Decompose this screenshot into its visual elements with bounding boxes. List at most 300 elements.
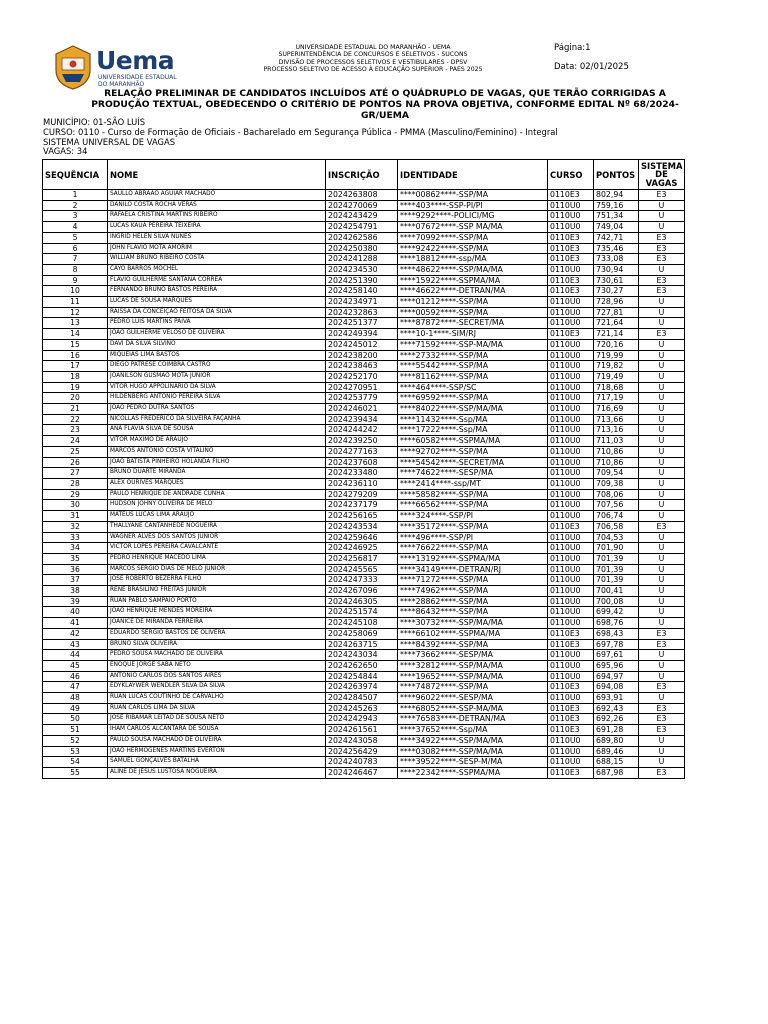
cell-nome: MARCOS ANTONIO COSTA VITALINO <box>108 446 326 457</box>
cell-curso: 0110E3 <box>548 714 594 725</box>
cell-sistema: U <box>639 650 685 661</box>
cell-nome: LUCAS KAUÃ PEREIRA TEIXEIRA <box>108 222 326 233</box>
cell-pontos: 730,61 <box>594 275 639 286</box>
cell-sequencia: 30 <box>43 500 108 511</box>
cell-sequencia: 23 <box>43 425 108 436</box>
cell-curso: 0110U0 <box>548 211 594 222</box>
cell-pontos: 709,38 <box>594 478 639 489</box>
cell-curso: 0110E3 <box>548 767 594 778</box>
cell-inscricao: 2024270069 <box>326 200 398 211</box>
table-row <box>43 297 685 308</box>
cell-curso: 0110U0 <box>548 307 594 318</box>
cell-inscricao: 2024237179 <box>326 500 398 511</box>
cell-inscricao: 2024234530 <box>326 264 398 275</box>
cell-pontos: 727,81 <box>594 307 639 318</box>
cell-pontos: 802,94 <box>594 190 639 201</box>
table-row <box>43 232 685 243</box>
cell-curso: 0110U0 <box>548 575 594 586</box>
uema-wordmark: Uema <box>96 46 175 75</box>
cell-pontos: 699,42 <box>594 607 639 618</box>
cell-curso: 0110U0 <box>548 618 594 629</box>
cell-nome: PAULO SOUSA MACHADO DE OLIVEIRA <box>108 735 326 746</box>
table-row <box>43 564 685 575</box>
cell-identidade: ****00862****-SSP/MA <box>398 190 548 201</box>
cell-identidade: ****17222****-Ssp/MA <box>398 425 548 436</box>
cell-nome: JOSE RIBAMAR LEITAO DE SOUSA NETO <box>108 714 326 725</box>
cell-inscricao: 2024245012 <box>326 339 398 350</box>
cell-sistema: U <box>639 564 685 575</box>
table-row <box>43 586 685 597</box>
cell-sequencia: 2 <box>43 200 108 211</box>
cell-nome: RAFAELA CRISTINA MARTINS RIBEIRO <box>108 211 326 222</box>
cell-nome: THALLYANE CANTANHEDE NOGUEIRA <box>108 521 326 532</box>
sistema: SISTEMA UNIVERSAL DE VAGAS <box>43 136 176 147</box>
cell-inscricao: 2024245565 <box>326 564 398 575</box>
cell-sequencia: 11 <box>43 297 108 308</box>
cell-pontos: 707,56 <box>594 500 639 511</box>
cell-identidade: ****13192****-SSPMA/MA <box>398 553 548 564</box>
cell-pontos: 735,46 <box>594 243 639 254</box>
table-row <box>43 478 685 489</box>
cell-identidade: ****15922****-SSPMA/MA <box>398 275 548 286</box>
cell-sistema: E3 <box>639 190 685 201</box>
cell-curso: 0110U0 <box>548 425 594 436</box>
cell-inscricao: 2024261561 <box>326 725 398 736</box>
cell-inscricao: 2024277163 <box>326 446 398 457</box>
cell-sequencia: 4 <box>43 222 108 233</box>
cell-pontos: 721,64 <box>594 318 639 329</box>
cell-sistema: U <box>639 500 685 511</box>
cell-sistema: U <box>639 671 685 682</box>
table-row <box>43 190 685 201</box>
cell-identidade: ****58582****-SSP/MA <box>398 489 548 500</box>
cell-curso: 0110U0 <box>548 382 594 393</box>
cell-pontos: 701,39 <box>594 575 639 586</box>
cell-pontos: 710,86 <box>594 446 639 457</box>
cell-pontos: 704,53 <box>594 532 639 543</box>
cell-inscricao: 2024258069 <box>326 628 398 639</box>
cell-identidade: ****69592****-SSP/MA <box>398 393 548 404</box>
cell-inscricao: 2024256429 <box>326 746 398 757</box>
cell-sistema: U <box>639 382 685 393</box>
cell-curso: 0110U0 <box>548 671 594 682</box>
course-info <box>43 118 558 157</box>
cell-sequencia: 44 <box>43 650 108 661</box>
cell-sequencia: 53 <box>43 746 108 757</box>
cell-inscricao: 2024254844 <box>326 671 398 682</box>
cell-sequencia: 7 <box>43 254 108 265</box>
cell-nome: ANTONIO CARLOS DOS SANTOS AIRES <box>108 671 326 682</box>
cell-sequencia: 42 <box>43 628 108 639</box>
cell-pontos: 695,96 <box>594 660 639 671</box>
cell-inscricao: 2024258140 <box>326 286 398 297</box>
cell-sequencia: 1 <box>43 190 108 201</box>
cell-sistema: U <box>639 478 685 489</box>
cell-nome: DAVI DA SILVA SILVINO <box>108 339 326 350</box>
cell-sistema: U <box>639 446 685 457</box>
cell-pontos: 719,49 <box>594 371 639 382</box>
cell-inscricao: 2024246467 <box>326 767 398 778</box>
table-row <box>43 222 685 233</box>
col-sequencia: SEQUÊNCIA <box>43 160 108 190</box>
cell-inscricao: 2024251377 <box>326 318 398 329</box>
cell-nome: ALINE DE JESUS LUSTOSA NOGUEIRA <box>108 767 326 778</box>
cell-identidade: ****46622****-DETRAN/MA <box>398 286 548 297</box>
cell-curso: 0110U0 <box>548 489 594 500</box>
cell-sistema: U <box>639 586 685 597</box>
cell-nome: JOANILSON GUSMÃO MOTA JÚNIOR <box>108 371 326 382</box>
cell-identidade: ****86432****-SSP/MA <box>398 607 548 618</box>
cell-pontos: 693,91 <box>594 693 639 704</box>
table-row <box>43 286 685 297</box>
cell-identidade: ****32812****-SSP/MA/MA <box>398 660 548 671</box>
cell-pontos: 700,08 <box>594 596 639 607</box>
cell-sistema: E3 <box>639 639 685 650</box>
cell-sistema: E3 <box>639 682 685 693</box>
cell-sequencia: 5 <box>43 232 108 243</box>
cell-nome: WAGNER ALVES DOS SANTOS JÚNIOR <box>108 532 326 543</box>
cell-curso: 0110E3 <box>548 725 594 736</box>
cell-curso: 0110U0 <box>548 200 594 211</box>
col-identidade: IDENTIDADE <box>398 160 548 190</box>
cell-sistema: U <box>639 307 685 318</box>
cell-curso: 0110U0 <box>548 468 594 479</box>
table-row <box>43 404 685 415</box>
cell-pontos: 694,97 <box>594 671 639 682</box>
cell-nome: JOÃO HERMÓGENES MARTINS EVERTON <box>108 746 326 757</box>
cell-sistema: U <box>639 511 685 522</box>
cell-identidade: ****66562****-SSP/MA <box>398 500 548 511</box>
cell-sequencia: 43 <box>43 639 108 650</box>
table-row <box>43 371 685 382</box>
cell-identidade: ****92702****-SSP/MA <box>398 446 548 457</box>
cell-sistema: U <box>639 660 685 671</box>
cell-curso: 0110U0 <box>548 361 594 372</box>
cell-identidade: ****74872****-SSP/MA <box>398 682 548 693</box>
cell-inscricao: 2024247333 <box>326 575 398 586</box>
cell-sistema: U <box>639 618 685 629</box>
cell-inscricao: 2024237608 <box>326 457 398 468</box>
cell-inscricao: 2024241288 <box>326 254 398 265</box>
cell-curso: 0110E3 <box>548 232 594 243</box>
cell-pontos: 698,76 <box>594 618 639 629</box>
cell-identidade: ****76583****-DETRAN/MA <box>398 714 548 725</box>
cell-nome: JOANICE DE MIRANDA FERREIRA <box>108 618 326 629</box>
cell-identidade: ****01212****-SSP/MA <box>398 297 548 308</box>
cell-inscricao: 2024253779 <box>326 393 398 404</box>
cell-curso: 0110E3 <box>548 254 594 265</box>
cell-nome: DIEGO PATRESE COIMBRA CASTRO <box>108 361 326 372</box>
cell-nome: VITOR HUGO APPOLINÁRIO DA SILVA <box>108 382 326 393</box>
cell-curso: 0110E3 <box>548 639 594 650</box>
cell-curso: 0110U0 <box>548 318 594 329</box>
cell-sequencia: 29 <box>43 489 108 500</box>
table-row <box>43 361 685 372</box>
cell-sistema: U <box>639 757 685 768</box>
cell-identidade: ****71272****-SSP/MA <box>398 575 548 586</box>
cell-curso: 0110E3 <box>548 243 594 254</box>
cell-sistema: E3 <box>639 243 685 254</box>
cell-sequencia: 49 <box>43 703 108 714</box>
cell-sequencia: 36 <box>43 564 108 575</box>
cell-identidade: ****28862****-SSP/MA <box>398 596 548 607</box>
cell-nome: JOSÉ ROBERTO BEZERRA FILHO <box>108 575 326 586</box>
cell-pontos: 701,39 <box>594 553 639 564</box>
cell-pontos: 697,78 <box>594 639 639 650</box>
cell-pontos: 691,28 <box>594 725 639 736</box>
cell-nome: ALEX OURIVES MARQUES <box>108 478 326 489</box>
cell-curso: 0110U0 <box>548 532 594 543</box>
cell-nome: PEDRO SOUSA MACHADO DE OLIVEIRA <box>108 650 326 661</box>
table-row <box>43 489 685 500</box>
cell-sistema: U <box>639 489 685 500</box>
table-row <box>43 735 685 746</box>
cell-pontos: 759,16 <box>594 200 639 211</box>
cell-inscricao: 2024238463 <box>326 361 398 372</box>
cell-identidade: ****324****-SSP/PI <box>398 511 548 522</box>
cell-identidade: ****34149****-DETRAN/RJ <box>398 564 548 575</box>
table-row <box>43 693 685 704</box>
cell-sistema: U <box>639 607 685 618</box>
cell-inscricao: 2024263808 <box>326 190 398 201</box>
cell-pontos: 713,16 <box>594 425 639 436</box>
cell-curso: 0110U0 <box>548 543 594 554</box>
table-header-row <box>43 160 685 190</box>
table-row <box>43 414 685 425</box>
cell-nome: BRUNO SILVA OLIVEIRA <box>108 639 326 650</box>
table-row <box>43 553 685 564</box>
cell-curso: 0110U0 <box>548 478 594 489</box>
cell-identidade: ****70992****-SSP/MA <box>398 232 548 243</box>
cell-identidade: ****55442****-SSP/MA <box>398 361 548 372</box>
cell-nome: RUAN PABLO SAMPAIO PORTO <box>108 596 326 607</box>
cell-curso: 0110U0 <box>548 553 594 564</box>
cell-inscricao: 2024234971 <box>326 297 398 308</box>
cell-identidade: ****30732****-SSP/MA/MA <box>398 618 548 629</box>
cell-inscricao: 2024243058 <box>326 735 398 746</box>
cell-inscricao: 2024238200 <box>326 350 398 361</box>
cell-nome: LUCAS DE SOUSA MARQUES <box>108 297 326 308</box>
cell-curso: 0110E3 <box>548 286 594 297</box>
cell-nome: EDYKLAYWER WENDLER SILVA DA SILVA <box>108 682 326 693</box>
cell-sequencia: 27 <box>43 468 108 479</box>
uema-crest-icon <box>52 44 94 90</box>
cell-sistema: U <box>639 361 685 372</box>
cell-pontos: 730,94 <box>594 264 639 275</box>
cell-identidade: ****66102****-SSPMA/MA <box>398 628 548 639</box>
cell-curso: 0110U0 <box>548 586 594 597</box>
cell-sistema: U <box>639 404 685 415</box>
cell-identidade: ****496****-SSP/PI <box>398 532 548 543</box>
cell-pontos: 733,08 <box>594 254 639 265</box>
table-row <box>43 200 685 211</box>
cell-nome: RUAN CARLOS LIMA DA SILVA <box>108 703 326 714</box>
cell-nome: BRUNO DUARTE MIRANDA <box>108 468 326 479</box>
cell-inscricao: 2024232863 <box>326 307 398 318</box>
cell-nome: PEDRO LUIS MARTINS PAIVA <box>108 318 326 329</box>
col-pontos: PONTOS <box>594 160 639 190</box>
cell-nome: INGRID HELEN SILVA NUNES <box>108 232 326 243</box>
cell-sequencia: 8 <box>43 264 108 275</box>
cell-inscricao: 2024259646 <box>326 532 398 543</box>
institution-header: UNIVERSIDADE ESTADUAL DO MARANHÃO - UEMA SUPERINTENDÊNCIA DE CONCURSOS E SELETIVOS - SUCONS DIVISÃO DE PROCESSOS SELETIVOS E VESTIBULARES - DPSV PROCESSO SELETIVO DE ACESSO À EDUCAÇÃO SUPERIOR - PAES 2025 <box>263 44 483 74</box>
table-row <box>43 714 685 725</box>
cell-identidade: ****2414****-ssp/MT <box>398 478 548 489</box>
cell-curso: 0110U0 <box>548 339 594 350</box>
cell-sequencia: 3 <box>43 211 108 222</box>
cell-pontos: 687,98 <box>594 767 639 778</box>
cell-curso: 0110E3 <box>548 275 594 286</box>
cell-inscricao: 2024251390 <box>326 275 398 286</box>
cell-curso: 0110U0 <box>548 735 594 746</box>
cell-identidade: ****11432****-Ssp/MA <box>398 414 548 425</box>
cell-nome: CAYO BARROS MOCHEL <box>108 264 326 275</box>
cell-pontos: 694,08 <box>594 682 639 693</box>
cell-sistema: U <box>639 436 685 447</box>
cell-inscricao: 2024240783 <box>326 757 398 768</box>
cell-curso: 0110U0 <box>548 446 594 457</box>
cell-sistema: U <box>639 553 685 564</box>
cell-pontos: 701,39 <box>594 564 639 575</box>
cell-pontos: 689,80 <box>594 735 639 746</box>
cell-nome: HUDSON JOHNY OLIVEIRA DE MELO <box>108 500 326 511</box>
cell-pontos: 718,68 <box>594 382 639 393</box>
cell-sequencia: 39 <box>43 596 108 607</box>
cell-nome: JOÃO HENRIQUE MENDES MOREIRA <box>108 607 326 618</box>
cell-curso: 0110U0 <box>548 371 594 382</box>
cell-pontos: 713,66 <box>594 414 639 425</box>
table-row <box>43 660 685 671</box>
cell-curso: 0110U0 <box>548 436 594 447</box>
cell-nome: PAULO HENRIQUE DE ANDRADE CUNHA <box>108 489 326 500</box>
cell-identidade: ****74962****-SSP/MA <box>398 586 548 597</box>
cell-identidade: ****92422****-SSP/MA <box>398 243 548 254</box>
cell-identidade: ****48622****-SSP/MA/MA <box>398 264 548 275</box>
cell-nome: JOÃO PEDRO DUTRA SANTOS <box>108 404 326 415</box>
table-row <box>43 650 685 661</box>
cell-pontos: 751,34 <box>594 211 639 222</box>
cell-inscricao: 2024262586 <box>326 232 398 243</box>
cell-identidade: ****96022****-SESP/MA <box>398 693 548 704</box>
cell-pontos: 708,06 <box>594 489 639 500</box>
table-row <box>43 682 685 693</box>
cell-sistema: U <box>639 457 685 468</box>
cell-pontos: 692,43 <box>594 703 639 714</box>
cell-curso: 0110U0 <box>548 564 594 575</box>
table-row <box>43 350 685 361</box>
cell-inscricao: 2024263974 <box>326 682 398 693</box>
cell-curso: 0110U0 <box>548 222 594 233</box>
cell-sistema: U <box>639 264 685 275</box>
cell-curso: 0110U0 <box>548 414 594 425</box>
cell-pontos: 710,86 <box>594 457 639 468</box>
table-row <box>43 436 685 447</box>
cell-identidade: ****27332****-SSP/MA <box>398 350 548 361</box>
cell-inscricao: 2024246021 <box>326 404 398 415</box>
cell-sequencia: 10 <box>43 286 108 297</box>
document-title: RELAÇÃO PRELIMINAR DE CANDIDATOS INCLUÍDOS ATÉ O QUÁDRUPLO DE VAGAS, QUE TERÃO CORRIGIDAS A PRODUÇÃO TEXTUAL, OBEDECENDO O CRITÉRIO DE PONTOS NA PROVA OBJETIVA, CONFORME EDITAL Nº 68/2024- GR/UEMA <box>91 88 679 121</box>
cell-sequencia: 19 <box>43 382 108 393</box>
cell-inscricao: 2024243034 <box>326 650 398 661</box>
cell-sequencia: 51 <box>43 725 108 736</box>
cell-curso: 0110E3 <box>548 682 594 693</box>
cell-curso: 0110U0 <box>548 650 594 661</box>
cell-curso: 0110U0 <box>548 500 594 511</box>
cell-sistema: U <box>639 735 685 746</box>
cell-inscricao: 2024263715 <box>326 639 398 650</box>
cell-sistema: E3 <box>639 628 685 639</box>
table-row <box>43 596 685 607</box>
cell-nome: RAISSA DA CONCEIÇÃO FEITOSA DA SILVA <box>108 307 326 318</box>
cell-pontos: 709,54 <box>594 468 639 479</box>
cell-sequencia: 37 <box>43 575 108 586</box>
col-sistema-vagas: SISTEMA DE VAGAS <box>639 160 685 190</box>
table-row <box>43 446 685 457</box>
cell-pontos: 698,43 <box>594 628 639 639</box>
cell-inscricao: 2024245263 <box>326 703 398 714</box>
cell-identidade: ****84022****-SSP/MA/MA <box>398 404 548 415</box>
cell-nome: SAULLO ABRAÃO AGUIAR MACHADO <box>108 190 326 201</box>
cell-sequencia: 31 <box>43 511 108 522</box>
uema-logo <box>52 44 192 92</box>
cell-nome: DANILO COSTA ROCHA VERAS <box>108 200 326 211</box>
cell-sequencia: 38 <box>43 586 108 597</box>
table-row <box>43 521 685 532</box>
cell-sequencia: 25 <box>43 446 108 457</box>
cell-nome: SAMUEL GONÇALVES BATALHA <box>108 757 326 768</box>
cell-identidade: ****68052****-SSP-MA/MA <box>398 703 548 714</box>
cell-sistema: U <box>639 297 685 308</box>
table-row <box>43 757 685 768</box>
cell-sequencia: 32 <box>43 521 108 532</box>
cell-nome: ENOQUE JORGE SABÁ NETO <box>108 660 326 671</box>
cell-inscricao: 2024262650 <box>326 660 398 671</box>
table-row <box>43 254 685 265</box>
cell-sistema: U <box>639 575 685 586</box>
cell-curso: 0110U0 <box>548 607 594 618</box>
cell-inscricao: 2024256165 <box>326 511 398 522</box>
cell-sequencia: 24 <box>43 436 108 447</box>
municipio: MUNICÍPIO: 01-SÃO LUÍS <box>43 117 146 127</box>
cell-inscricao: 2024250380 <box>326 243 398 254</box>
cell-sistema: U <box>639 222 685 233</box>
cell-sequencia: 34 <box>43 543 108 554</box>
cell-nome: ANA FLÁVIA SILVA DE SOUSA <box>108 425 326 436</box>
table-row <box>43 671 685 682</box>
cell-sequencia: 35 <box>43 553 108 564</box>
cell-identidade: ****22342****-SSPMA/MA <box>398 767 548 778</box>
cell-identidade: ****74622****-SESP/MA <box>398 468 548 479</box>
cell-pontos: 721,14 <box>594 329 639 340</box>
cell-sequencia: 40 <box>43 607 108 618</box>
cell-identidade: ****19652****-SSP/MA/MA <box>398 671 548 682</box>
cell-sequencia: 21 <box>43 404 108 415</box>
cell-pontos: 706,74 <box>594 511 639 522</box>
cell-nome: FLÁVIO GUILHERME SANTANA CORREA <box>108 275 326 286</box>
cell-sequencia: 20 <box>43 393 108 404</box>
cell-sequencia: 54 <box>43 757 108 768</box>
cell-curso: 0110U0 <box>548 660 594 671</box>
cell-curso: 0110U0 <box>548 746 594 757</box>
col-nome: NOME <box>108 160 326 190</box>
table-row <box>43 307 685 318</box>
cell-pontos: 706,58 <box>594 521 639 532</box>
cell-inscricao: 2024233480 <box>326 468 398 479</box>
curso: CURSO: 0110 - Curso de Formação de Oficiais - Bacharelado em Segurança Pública - PMMA (Masculino/Feminino) - Integral <box>43 126 558 137</box>
cell-nome: JOHN FLAVIO MOTA AMORIM <box>108 243 326 254</box>
cell-sequencia: 12 <box>43 307 108 318</box>
cell-sistema: U <box>639 468 685 479</box>
